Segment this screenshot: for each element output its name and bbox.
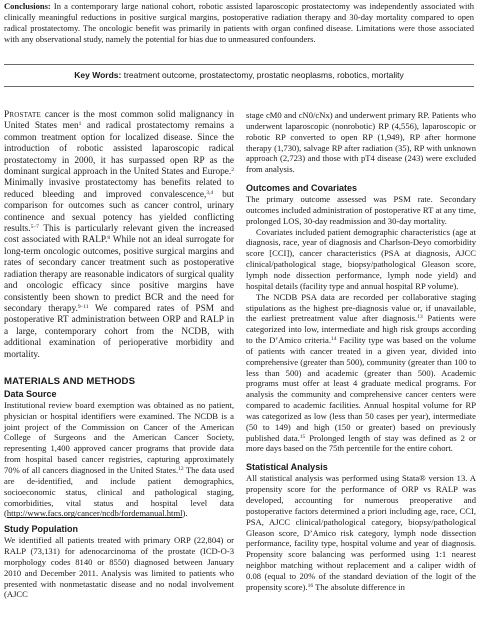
- citation: 16: [307, 582, 314, 589]
- citation: 14: [330, 336, 337, 343]
- outcomes-paragraph-3: The NCDB PSA data are recorded per collaborative staging stipulations as the highest pre-diagnosis value or, if unavailable, the earliest pretreatment value after diagnosis.$^{13}$ Patients were categorized into low, intermediate and high risk groups according to the D’Amico criteria.$^{14}$ Facility type was based on the volume of patients with cancer treated in a given year, divided into comprehensive (greater than 500), community (greater than 100 to less than 500) and academic (greater than 500). Academic programs must offer at least 4 graduate medical programs. For analysis the community and comprehensive cancer centers were compared to academic facilities. Annual hospital volume for RP was categorized as low (less than 50 cases per year), intermediate (50 to 149) and high (150 or greater) based on previously published data.$^{15}$ Prolonged length of stay was defined as 2 or more days based on the 75th percentile for the entire cohort.: [246, 291, 476, 454]
- continued-paragraph: stage cM0 and cN0/cNx) and underwent primary RP. Patients who underwent laparoscopic (nonrobotic) RP (4,556), laparoscopic or robotic RP converted to open RP (1,949), RP after hormone therapy (1,730), salvage RP after radiation (35), RP with unknown approach (2,723) and those with pT4 disease (243) were excluded from analysis.: [246, 110, 476, 175]
- citation: 1: [78, 121, 82, 128]
- keywords-label: Key Words:: [74, 70, 122, 80]
- subheading-outcomes-covariates: Outcomes and Covariates: [246, 183, 358, 194]
- citation: 3,4: [206, 189, 214, 196]
- right-column: [246, 110, 476, 593]
- conclusions-text: In a contemporary large national cohort, robotic assisted laparoscopic prostatectomy was independently associated with clinically meaningful reductions in positive surgical margins, postoperative radiation therapy and 30-day mortality compared to open radical prostatectomy. The oncologic benefit was primarily in patients with organ confined disease. Limitations were those associated with any observational study, namely the potential for bias due to unmeasured confounders.: [4, 1, 474, 45]
- section-heading-methods: MATERIALS AND METHODS: [4, 375, 136, 387]
- intro-paragraph: Prostate cancer is the most common solid malignancy in United States men$^1$ and radical prostatectomy remains a common treatment option for localized disease. Since the introduction of robotic assisted laparoscopic radical prostatectomy in 2000, it has surpassed open RP as the dominant surgical approach in the United States and Europe.$^2$ Minimally invasive prostatectomy has benefits related to reduced bleeding and improved convalescence,$^{3,4}$ but comparison for outcomes such as cancer control, urinary continence and sexual potency has yielded conflicting results.$^{5-7}$ This is particularly relevant given the increased cost associated with RALP.$^8$ While not an ideal surrogate for long-term oncologic outcomes, positive surgical margins and rates of secondary cancer treatment such as postoperative radiation therapy are reasonable indicators of surgical quality and oncologic efficacy since positive margins have consistently been shown to predict BCR and the need for secondary therapy.$^{9-11}$ We compared rates of PSM and postoperative RT administration between ORP and RALP in a large, contemporary cohort from the NCDB, with additional examination of perioperative morbidity and mortality.: [4, 110, 234, 360]
- citation: 5–7: [30, 224, 39, 231]
- citation: 8: [107, 235, 111, 242]
- keywords-rule-top: [4, 64, 474, 65]
- intro-lead-word: Prostate: [4, 110, 41, 120]
- citation: 9–11: [77, 303, 89, 310]
- keywords-rule-bottom: [4, 86, 474, 87]
- citation: 13: [417, 314, 423, 321]
- keywords-line: [4, 70, 474, 80]
- citation: 12: [178, 466, 184, 472]
- citation: 15: [299, 433, 306, 440]
- subheading-statistical-analysis: Statistical Analysis: [246, 462, 328, 473]
- outcomes-paragraph-2: Covariates included patient demographic characteristics (age at diagnosis, race, year of diagnosis and Charlson-Deyo comorbidity score [CCI]), cancer characteristics (PSA at diagnosis, AJCC clinical/pathological stage, biopsy/pathological Gleason score, lymph node dissection performance, lymph node yield) and hospital details (facility type and annual hospital RP volume).: [246, 226, 476, 291]
- data-source-paragraph: Institutional review board exemption was obtained as no patient, physician or hospital identifiers were examined. The NCDB is a joint project of the Commission on Cancer of the American College of Surgeons and the American Cancer Society, representing 1,400 approved cancer programs that provide data from hospital based cancer registries, capturing approximately 70% of all cancers diagnosed in the United States.$^{12}$ The data used are de-identified, and include patient demographics, socioeconomic status, clinical and pathological staging, comorbidities, vital status and hospital level data (http://www.facs.org/cancer/ncdb/fordemanual.html).: [4, 399, 234, 519]
- outcomes-paragraph-1: The primary outcome assessed was PSM rate. Secondary outcomes included administration of postoperative RT at any time, prolonged LOS, 30-day readmission and 30-day mortality.: [246, 194, 476, 226]
- abstract-conclusions: [4, 1, 474, 45]
- subheading-study-population: Study Population: [4, 524, 78, 535]
- left-column: [4, 110, 234, 600]
- conclusions-label: Conclusions:: [4, 1, 51, 11]
- ncdb-manual-link[interactable]: http://www.facs.org/cancer/ncdb/fordemanual.html: [6, 508, 183, 519]
- subheading-data-source: Data Source: [4, 388, 57, 399]
- keywords-text: treatment outcome, prostatectomy, prostatic neoplasms, robotics, mortality: [123, 70, 404, 80]
- citation: 2: [231, 167, 234, 174]
- statistical-paragraph: All statistical analysis was performed using Stata® version 13. A propensity score for the performance of ORP vs RALP was developed, accounting for numerous preoperative and postoperative factors determined a priori including age, race, CCI, PSA, AJCC clinical/pathological category, biopsy/pathological Gleason score, D’Amico risk category, lymph node dissection performance, facility type, hospital volume and year of diagnosis. Propensity score balancing was performed using 1:1 nearest neighbor matching without replacement and a caliper width of 0.08 (equal to 20% of the standard deviation of the logit of the propensity score).$^{16}$ The absolute difference in: [246, 473, 476, 592]
- study-population-paragraph: We identified all patients treated with primary ORP (22,804) or RALP (73,131) for adenocarcinoma of the prostate (ICD-O-3 morphology codes 8140 or 8550) diagnosed between January 2010 and December 2011. Analysis was limited to patients who presented with nonmetastatic disease and no nodal involvement (AJCC: [4, 535, 234, 600]
